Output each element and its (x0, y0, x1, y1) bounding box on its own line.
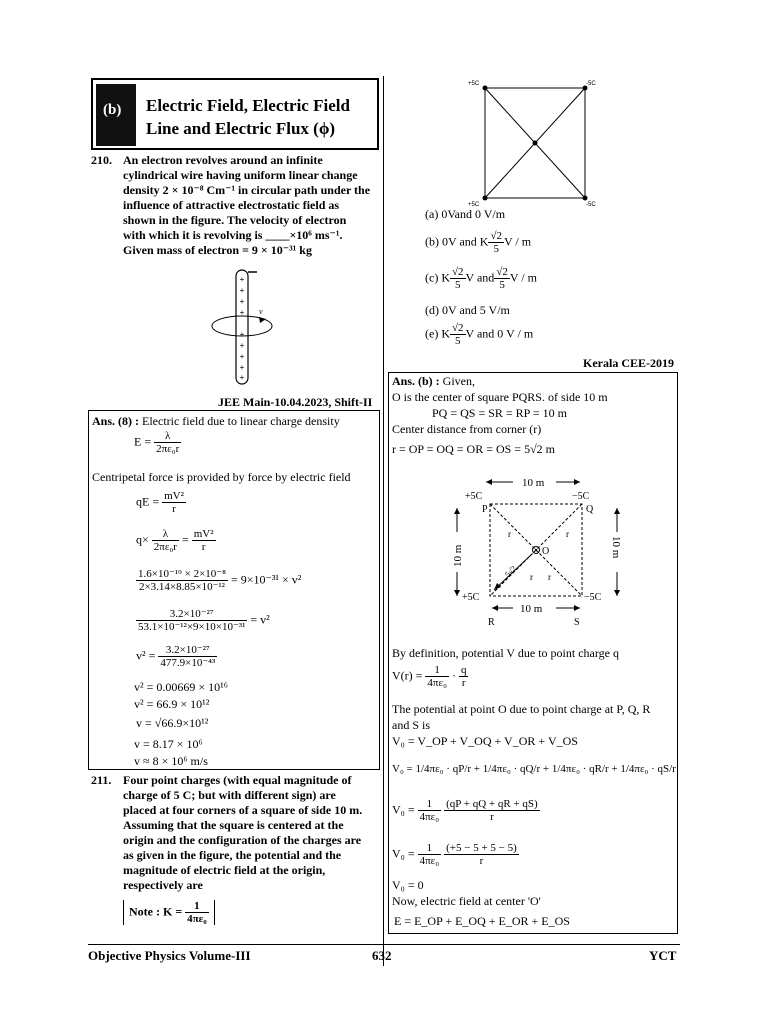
ans211-line9: V₀ = V_OP + V_OQ + V_OR + V_OS (392, 734, 578, 748)
ans210-eq9: v² = 66.9 × 10¹² (134, 697, 210, 711)
dim-top: 10 m (522, 477, 545, 489)
footer-page-number: 632 (372, 948, 392, 963)
ans210-line2: Centripetal force is provided by force by electric field (92, 470, 351, 484)
ans211-line4: r = OP = OQ = OR = OS = 5√2 m (392, 442, 555, 456)
q210-wire-figure (205, 266, 285, 390)
q210-line: shown in the figure. The velocity of electron (123, 213, 347, 227)
ans211-line5: By definition, potential V due to point charge q (392, 646, 619, 660)
label-p: P (482, 504, 488, 515)
ans211-eq11: V₀ = $\frac{1}{\text{4πε₀}}$ $\frac{(qP + qQ + qR + qS)}{r}$ (392, 798, 538, 823)
section-letter: (b) (103, 102, 122, 118)
svg-text:+: + (239, 297, 245, 306)
q210-number: 210. (91, 153, 112, 167)
label-diag: 5√2 (503, 563, 519, 580)
ans211-line15: E = E_OP + E_OQ + E_OR + E_OS (394, 914, 570, 928)
q211-square-figure (465, 78, 605, 208)
q210-line: An electron revolves around an infinite (123, 153, 323, 167)
ans210-eq10: v = √66.9×10¹² (136, 716, 209, 730)
dim-right: 10 m (610, 536, 622, 559)
q210-line: with which it is revolving is ____×10⁶ ms⁻¹. (123, 228, 343, 242)
q211-line: respectively are (123, 878, 203, 892)
column-divider (383, 76, 384, 966)
option-b: (b) 0V and K $\frac{√2}{5}$ V / m (425, 230, 532, 255)
q210-text (123, 153, 378, 258)
q211-line: placed at four corners of a square of side 10 m. (123, 803, 363, 817)
ans210-eq7: v² = $\frac{\text{3.2×10⁻²⁷}}{\text{477.9×10⁻⁴³}}$ (136, 644, 216, 669)
charge-br: -5C (586, 202, 596, 208)
charge-s: −5C (584, 592, 602, 603)
charge-tl: +5C (468, 81, 480, 87)
footer-rule (88, 944, 680, 945)
label-r4: r (548, 572, 551, 582)
q210-line: density 2 × 10⁻⁸ Cm⁻¹ in circular path under the (123, 183, 371, 197)
dim-bottom: 10 m (520, 603, 543, 615)
option-e: (e) K $\frac{√2}{5}$ V and 0 V / m (425, 322, 534, 347)
q211-number: 211. (91, 773, 112, 787)
label-s: S (574, 617, 580, 627)
svg-text:+: + (239, 330, 245, 339)
ans210-eq12: v ≈ 8 × 10⁶ m/s (134, 754, 208, 768)
charge-tr: -5C (586, 81, 596, 87)
q211-text (123, 773, 379, 893)
section-title-1: Electric Field, Electric Field (146, 96, 350, 115)
q211-line: Assuming that the square is centered at the (123, 818, 344, 832)
q211-source: Kerala CEE-2019 (583, 356, 674, 370)
charge-p: +5C (465, 491, 483, 502)
dim-left: 10 m (452, 544, 464, 567)
ans211-eq10: V₀ = 1/4πε₀ · qP/r + 1/4πε₀ · qQ/r + 1/4πε₀ · qR/r + 1/4πε₀ · qS/r (392, 763, 676, 775)
q211-note: Note : K = $\frac{1}{\text{4πε₀}}$ (123, 900, 215, 925)
label-r: R (488, 617, 495, 627)
footer-book-title: Objective Physics Volume-III (88, 948, 251, 963)
q210-line: influence of attractive electrostatic field as (123, 198, 340, 212)
ans211-line7: The potential at point O due to point charge at P, Q, R (392, 702, 651, 716)
option-d: (d) 0V and 5 V/m (425, 303, 510, 317)
ans211-head: Ans. (b) : Given, (392, 374, 475, 388)
ans211-line1: O is the center of square PQRS. of side 10 m (392, 390, 608, 404)
ans211-line8: and S is (392, 718, 431, 732)
charge-r: +5C (462, 592, 480, 603)
pqrs-square-figure (448, 472, 628, 627)
ans211-line3: Center distance from corner (r) (392, 422, 542, 436)
section-letter-badge (96, 84, 136, 146)
charge-bl: +5C (468, 202, 480, 208)
q211-line: as given in the figure, the potential and the (123, 848, 342, 862)
ans210-head: Ans. (8) : Electric field due to linear charge density (92, 414, 340, 428)
svg-text:+: + (239, 308, 245, 317)
svg-text:+: + (239, 275, 245, 284)
ans211-line14: Now, electric field at center 'O' (392, 894, 541, 908)
label-o: O (542, 546, 550, 557)
velocity-label: v (259, 307, 263, 316)
ans210-eq5: $\frac{\text{1.6×10⁻¹⁹ × 2×10⁻⁸}}{\text{2×3.14×8.85×10⁻¹²}}$ = 9×10⁻³¹ × v² (138, 568, 302, 593)
section-title-2: Line and Electric Flux (ϕ) (146, 119, 336, 138)
svg-text:+: + (239, 352, 245, 361)
footer-publisher: YCT (649, 948, 677, 963)
q210-line: cylindrical wire having uniform linear change (123, 168, 358, 182)
ans211-line2: PQ = QS = SR = RP = 10 m (432, 406, 567, 420)
label-r2: r (566, 529, 569, 539)
ans210-eq1: E = $\frac{\lambda}{\text{2πε₀r}}$ (134, 430, 180, 455)
ans210-eq3: qE = $\frac{\text{mV²}}{r}$ (136, 490, 184, 515)
q210-source: JEE Main-10.04.2023, Shift-II (218, 395, 373, 409)
label-r1: r (508, 529, 511, 539)
ans210-eq4: q× $\frac{\lambda}{\text{2πε₀r}}$ = $\frac{\text{mV²}}{r}$ (136, 528, 214, 553)
section-header (91, 78, 379, 150)
q210-line: Given mass of electron = 9 × 10⁻³¹ kg (123, 243, 312, 257)
ans211-line13: V₀ = 0 (392, 878, 424, 892)
ans211-eq6: V(r) = $\frac{1}{\text{4πε₀}}$ · $\frac{q}{r}$ (392, 664, 467, 689)
svg-text:+: + (239, 363, 245, 372)
ans210-eq8: v² = 0.00669 × 10¹⁶ (134, 680, 228, 694)
label-r3: r (530, 572, 533, 582)
option-a: (a) 0Vand 0 V/m (425, 207, 506, 221)
svg-text:+: + (239, 286, 245, 295)
option-c: (c) K $\frac{√2}{5}$ V and $\frac{√2}{5}$ V / m (425, 266, 537, 291)
label-q: Q (586, 504, 594, 515)
ans210-eq11: v = 8.17 × 10⁶ (134, 737, 203, 751)
ans211-eq12: V₀ = $\frac{1}{\text{4πε₀}}$ $\frac{(+5 - 5 + 5 - 5)}{r}$ (392, 842, 517, 867)
q211-line: origin and the configuration of the charges are (123, 833, 362, 847)
charge-q: −5C (572, 491, 590, 502)
q211-line: magnitude of electric field at the origin, (123, 863, 326, 877)
q211-line: charge of 5 C; but with different sign) are (123, 788, 336, 802)
svg-text:+: + (239, 373, 245, 382)
svg-text:+: + (239, 341, 245, 350)
q211-line: Four point charges (with equal magnitude of (123, 773, 352, 787)
ans210-eq6: $\frac{\text{3.2×10⁻²⁷}}{\text{53.1×10⁻¹²×9×10×10⁻³¹}}$ = v² (138, 608, 270, 633)
